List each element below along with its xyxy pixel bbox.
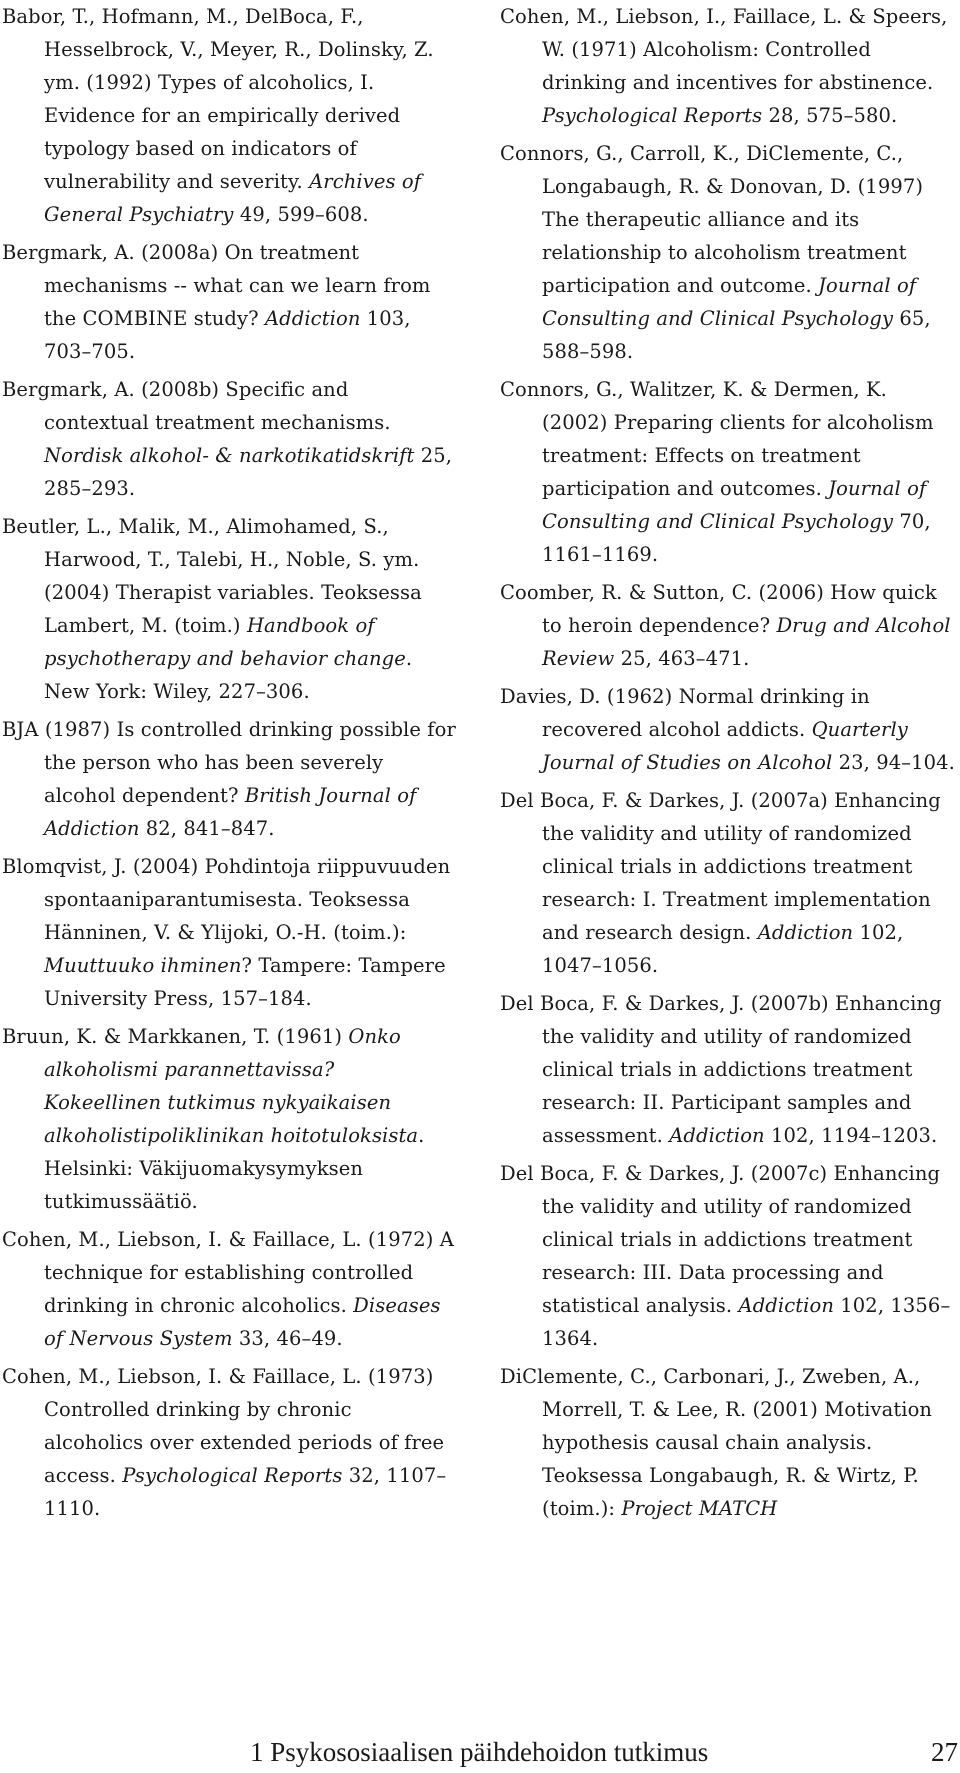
reference-details: 102, 1356–1364. — [542, 1294, 951, 1350]
reference-text: Cohen, M., Liebson, I. & Faillace, L. (1973) Controlled drinking by chronic alcoholics over extended periods of free access. — [2, 1365, 445, 1487]
reference-text: Blomqvist, J. (2004) Pohdintoja riippuvuuden spontaaniparantumisesta. Teoksessa Hänninen, V. & Ylijoki, O.-H. (toim.): — [2, 855, 451, 944]
reference-source: British Journal of Addiction — [44, 784, 417, 840]
reference-source: Onko alkoholismi parannettavissa? Kokeellinen tutkimus nykyaikaisen alkoholistipoliklinikan hoitotuloksista — [44, 1025, 419, 1147]
reference-source: Archives of General Psychiatry — [44, 170, 422, 226]
reference-source: Addiction — [265, 307, 361, 330]
reference-source: Project MATCH — [621, 1497, 778, 1520]
reference-text: Bruun, K. & Markkanen, T. (1961) — [2, 1025, 349, 1048]
reference-text: DiClemente, C., Carbonari, J., Zweben, A., Morrell, T. & Lee, R. (2001) Motivation hypothesis causal chain analysis. Teoksessa Longabaugh, R. & Wirtz, P. (toim.): — [500, 1365, 933, 1520]
page-number: 27 — [931, 1737, 958, 1767]
reference-entry — [500, 1157, 955, 1355]
reference-details: 102, 1194–1203. — [764, 1124, 938, 1147]
reference-text: Cohen, M., Liebson, I., Faillace, L. & Speers, W. (1971) Alcoholism: Controlled drinking and incentives for abstinence. — [500, 5, 948, 94]
reference-source: Drug and Alcohol Review — [542, 614, 951, 670]
reference-entry — [500, 784, 955, 982]
reference-source: Psychological Reports — [542, 104, 763, 127]
reference-text: Del Boca, F. & Darkes, J. (2007b) Enhancing the validity and utility of randomized clinical trials in addictions treatment research: II. Participant samples and assessment. — [500, 992, 942, 1147]
footer-title: 1 Psykososiaalisen päihdehoidon tutkimus — [250, 1737, 709, 1767]
reference-details: 103, 703–705. — [44, 307, 411, 363]
reference-entry — [500, 1360, 955, 1525]
reference-entry — [500, 373, 955, 571]
reference-column-left — [2, 0, 457, 1530]
reference-source: Nordisk alkohol- & narkotikatidskrift — [44, 444, 415, 467]
reference-text: Beutler, L., Malik, M., Alimohamed, S., Harwood, T., Talebi, H., Noble, S. ym. (2004) Therapist variables. Teoksessa Lambert, M. (toim.) — [2, 515, 422, 637]
reference-entry — [2, 1223, 457, 1355]
reference-text: Babor, T., Hofmann, M., DelBoca, F., Hesselbrock, V., Meyer, R., Dolinsky, Z. ym. (1992) Types of alcoholics, I. Evidence for an empirically derived typology based on indicators of vulnerability and severity. — [2, 5, 434, 193]
reference-text: Cohen, M., Liebson, I. & Faillace, L. (1972) A technique for establishing controlled drinking in chronic alcoholics. — [2, 1228, 454, 1317]
reference-entry — [500, 0, 955, 132]
reference-text: Del Boca, F. & Darkes, J. (2007a) Enhancing the validity and utility of randomized clinical trials in addictions treatment research: I. Treatment implementation and research design. — [500, 789, 941, 944]
reference-text: Coomber, R. & Sutton, C. (2006) How quick to heroin dependence? — [500, 581, 937, 637]
reference-entry — [500, 987, 955, 1152]
reference-text: Bergmark, A. (2008a) On treatment mechanisms -- what can we learn from the COMBINE study? — [2, 241, 431, 330]
reference-details: 65, 588–598. — [542, 307, 931, 363]
reference-text: Bergmark, A. (2008b) Specific and contextual treatment mechanisms. — [2, 378, 391, 434]
reference-details: 25, 463–471. — [614, 647, 750, 670]
reference-details: 23, 94–104. — [832, 751, 955, 774]
reference-source: Journal of Consulting and Clinical Psychology — [542, 477, 927, 533]
reference-text: Connors, G., Carroll, K., DiClemente, C., Longabaugh, R. & Donovan, D. (1997) The therapeutic alliance and its relationship to alcoholism treatment participation and outcome. — [500, 142, 924, 297]
reference-entry — [2, 373, 457, 505]
reference-text: Davies, D. (1962) Normal drinking in recovered alcohol addicts. — [500, 685, 870, 741]
reference-source: Handbook of psychotherapy and behavior change — [44, 614, 406, 670]
reference-entry — [2, 510, 457, 708]
reference-entry — [2, 1360, 457, 1525]
reference-source: Psychological Reports — [122, 1464, 343, 1487]
reference-details: . New York: Wiley, 227–306. — [44, 647, 413, 703]
reference-source: Muuttuuko ihminen — [44, 954, 242, 977]
reference-details: ? Tampere: Tampere University Press, 157–184. — [44, 954, 446, 1010]
reference-column-right — [500, 0, 955, 1530]
page-footer — [0, 1735, 960, 1769]
reference-entry — [2, 236, 457, 368]
reference-source: Quarterly Journal of Studies on Alcohol — [542, 718, 908, 774]
reference-entry — [500, 137, 955, 368]
reference-details: 102, 1047–1056. — [542, 921, 904, 977]
reference-details: 70, 1161–1169. — [542, 510, 931, 566]
reference-entry — [500, 680, 955, 779]
reference-text: Connors, G., Walitzer, K. & Dermen, K. (2002) Preparing clients for alcoholism treatment: Effects on treatment participation and outcomes. — [500, 378, 934, 500]
reference-entry — [2, 850, 457, 1015]
reference-entry — [2, 0, 457, 231]
reference-text: BJA (1987) Is controlled drinking possible for the person who has been severely alcohol dependent? — [2, 718, 456, 807]
reference-details: 82, 841–847. — [139, 817, 275, 840]
reference-details: 32, 1107–1110. — [44, 1464, 447, 1520]
reference-source: Journal of Consulting and Clinical Psychology — [542, 274, 917, 330]
reference-source: Diseases of Nervous System — [44, 1294, 441, 1350]
reference-text: Del Boca, F. & Darkes, J. (2007c) Enhancing the validity and utility of randomized clinical trials in addictions treatment research: III. Data processing and statistical analysis. — [500, 1162, 941, 1317]
reference-source: Addiction — [738, 1294, 834, 1317]
reference-source: Addiction — [757, 921, 854, 944]
reference-details: . Helsinki: Väkijuomakysymyksen tutkimussäätiö. — [44, 1124, 425, 1213]
reference-entry — [500, 576, 955, 675]
reference-entry — [2, 713, 457, 845]
reference-details: 49, 599–608. — [233, 203, 369, 226]
reference-details: 33, 46–49. — [232, 1327, 343, 1350]
reference-entry — [2, 1020, 457, 1218]
reference-source: Addiction — [669, 1124, 765, 1147]
reference-details: 25, 285–293. — [44, 444, 453, 500]
reference-details: 28, 575–580. — [762, 104, 898, 127]
